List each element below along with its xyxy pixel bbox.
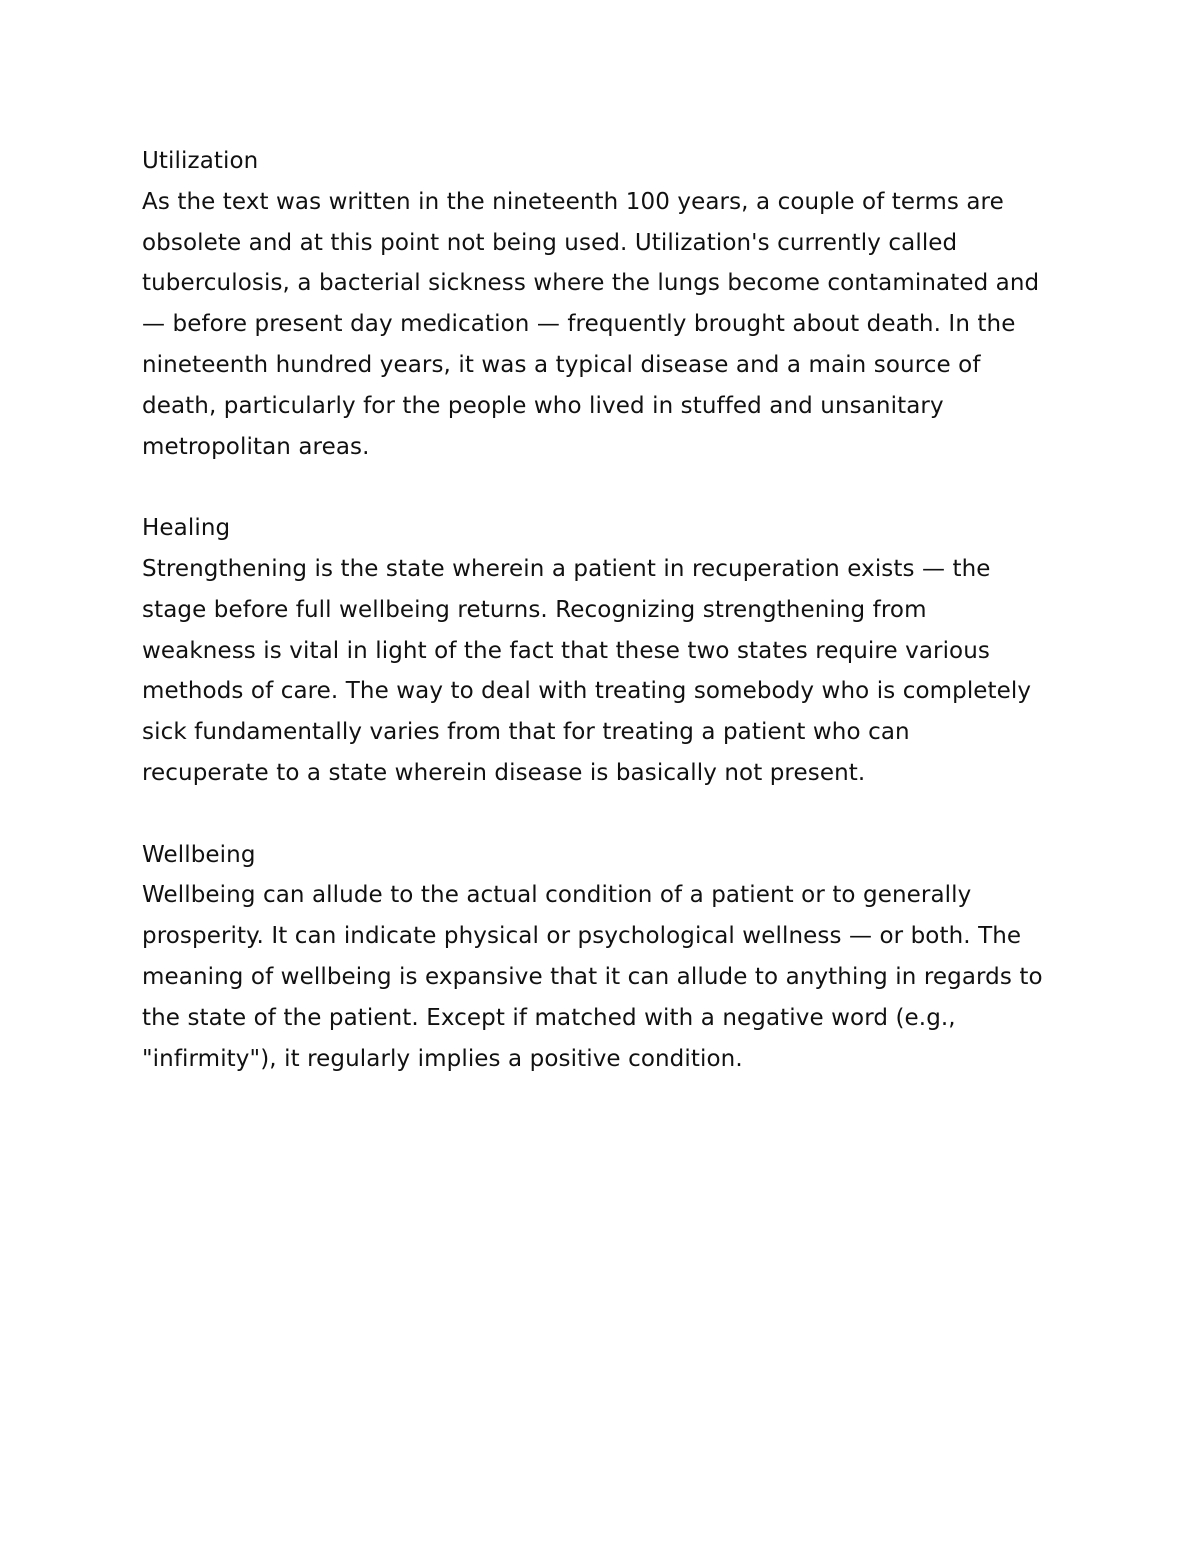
section-heading: Healing [142, 515, 231, 542]
paragraph-line: "infirmity"), it regularly implies a positive condition. [142, 1045, 743, 1072]
paragraph-line: As the text was written in the nineteenth 100 years, a couple of terms are [142, 188, 1004, 215]
section-healing [142, 508, 1072, 794]
paragraph-line: meaning of wellbeing is expansive that it can allude to anything in regards to [142, 963, 1043, 990]
paragraph-line: Strengthening is the state wherein a patient in recuperation exists — the [142, 555, 991, 582]
paragraph-line: — before present day medication — frequently brought about death. In the [142, 311, 1016, 338]
paragraph-line: sick fundamentally varies from that for treating a patient who can [142, 719, 910, 746]
section-wellbeing [142, 835, 1072, 1080]
paragraph-line: nineteenth hundred years, it was a typical disease and a main source of [142, 351, 981, 378]
paragraph-line: tuberculosis, a bacterial sickness where the lungs become contaminated and [142, 270, 1040, 297]
paragraph-line: death, particularly for the people who lived in stuffed and unsanitary [142, 392, 944, 419]
paragraph-line: weakness is vital in light of the fact that these two states require various [142, 637, 990, 664]
paragraph-line: Wellbeing can allude to the actual condition of a patient or to generally [142, 882, 972, 909]
paragraph-line: prosperity. It can indicate physical or psychological wellness — or both. The [142, 923, 1022, 950]
paragraph-line: metropolitan areas. [142, 433, 370, 460]
paragraph-line: methods of care. The way to deal with treating somebody who is completely [142, 678, 1032, 705]
document-body [142, 141, 1072, 1120]
section-heading: Wellbeing [142, 841, 256, 868]
section-heading: Utilization [142, 148, 259, 174]
paragraph-line: the state of the patient. Except if matched with a negative word (e.g., [142, 1004, 956, 1031]
section-utilization [142, 141, 1072, 467]
paragraph-line: stage before full wellbeing returns. Recognizing strengthening from [142, 596, 927, 623]
paragraph-line: obsolete and at this point not being used. Utilization's currently called [142, 229, 958, 256]
paragraph-line: recuperate to a state wherein disease is basically not present. [142, 759, 866, 786]
